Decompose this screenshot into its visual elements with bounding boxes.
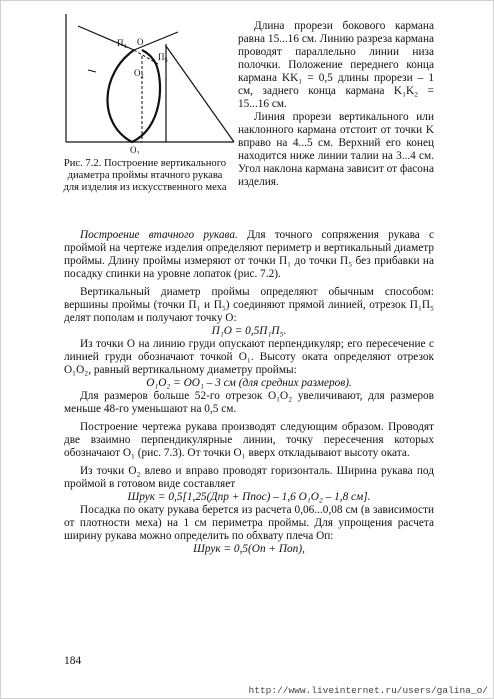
label-o1: $O_1$ — [130, 145, 140, 154]
paragraph-construction: Построение чертежа рукава производят следующим образом. Проводят две взаимно перпендикулярные линии, точку пересечения которых обозначают O₁ (рис. 7.3). От точки O₁ вверх откладывают высоту оката. — [64, 421, 434, 459]
page-number: 184 — [64, 655, 82, 667]
figure-caption: Рис. 7.2. Построение вертикального диаметра проймы втачного рукава для изделия из искусственного меха — [63, 158, 227, 194]
formula-4: Шрук = 0,5(Oп + Поп), — [193, 543, 305, 555]
paragraph-sleeve-intro-text: Для точного сопряжения рукава с проймой на чертеже изделия определяют периметр и вертикальный диаметр проймы. Длину проймы измеряют от точки П₁ до точки П₅ без прибавки на посадку спинки на уровне лопаток (рис. 7.2). — [64, 229, 434, 280]
pocket-paragraph-2: Линия прорези вертикального или наклонного кармана отстоит от точки K вправо на 4...5 см. Верхний его конец находится ниже линии талии на 3...4 см. Угол наклона кармана зависит от фасона изделия. — [238, 111, 434, 188]
label-o: O — [137, 37, 144, 47]
main-text — [64, 229, 434, 556]
watermark-url: http://www.liveinternet.ru/users/galina_o/ — [248, 685, 488, 696]
paragraph-width: Из точки O₂ влево и вправо проводят горизонталь. Ширина рукава под проймой в готовом виде составляет — [64, 465, 434, 490]
notch-mark — [88, 70, 96, 72]
label-p5: $П_5$ — [158, 52, 168, 64]
pocket-paragraph-1: Длина прорези бокового кармана равна 15...16 см. Линию разреза кармана проводят параллельно линии низа полочки. Положение переднего конца кармана KK₁ = 0,5 длины прорези – 1 см, заднего конца кармана K₁K₂ = 15...16 см. — [238, 20, 434, 110]
formula-1: П₁O = 0,5П₁П₅. — [211, 325, 287, 337]
section-heading: Построение втачного рукава. — [80, 229, 238, 241]
side-slant-line — [166, 46, 234, 142]
paragraph-perpendicular: Из точки O на линию груди опускают перпендикуляр; его пересечение с линией груди обозначают точкой O₁. Высоту оката определяют отрезок O₁O₂, равный вертикальному диаметру проймы: — [64, 338, 434, 376]
label-p1: $П_1$ — [117, 38, 127, 50]
formula-2: O₁O₂ = OO₁ – 3 см (для средних размеров). — [146, 377, 352, 389]
paragraph-sleeve-intro — [64, 229, 434, 281]
paragraph-ease: Посадка по окату рукава берется из расчета 0,06...0,08 см (в зависимости от плотности меха) на 1 см периметра проймы. Для упрощения расчета ширину рукава можно определить по обхвату плеча Oп: — [64, 504, 434, 542]
label-o2: $O_2$ — [134, 68, 144, 80]
formula-3: Шрук = 0,5[1,25(Дпр + Ппос) – 1,6 O₁O₂ – 1,8 см]. — [127, 491, 371, 503]
paragraph-diameter: Вертикальный диаметр проймы определяют обычным способом: вершины проймы (точки П₁ и П₅) соединяют прямой линией, отрезок П₁П₅ делят пополам и получают точку O: — [64, 286, 434, 324]
paragraph-sizes: Для размеров больше 52-го отрезок O₁O₂ увеличивают, для размеров меньше 48-го уменьшают на 0,5 см. — [64, 390, 434, 415]
armhole-drawing — [60, 14, 236, 154]
armhole-curve — [107, 50, 160, 142]
right-column-text — [238, 20, 434, 189]
armhole-figure — [60, 14, 236, 154]
